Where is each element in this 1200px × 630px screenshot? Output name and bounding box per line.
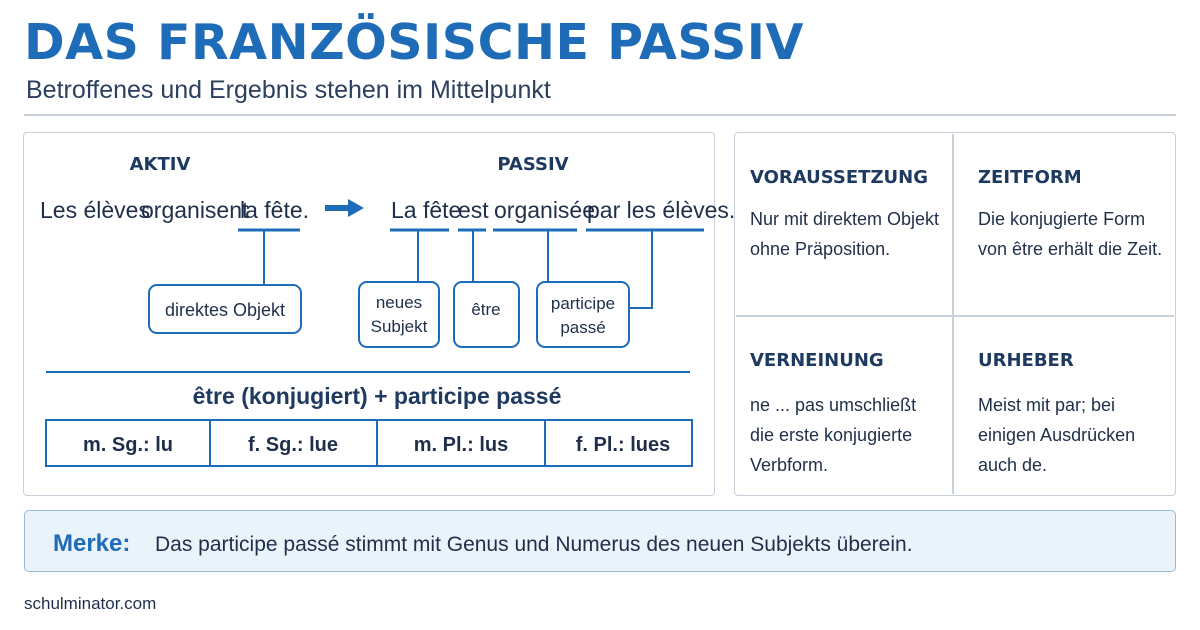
formula-text: être (konjugiert) + participe passé <box>192 383 562 409</box>
info-text-voraussetzung: Nur mit direktem Objekt ohne Präposition. <box>750 209 940 259</box>
merke-text: Das participe passé stimmt mit Genus und Numerus des neuen Subjekts überein. <box>155 533 913 556</box>
agreement-cell-m-sg: m. Sg.: lu <box>83 434 173 456</box>
merke-label: Merke: <box>53 530 131 557</box>
info-grid-vertical-divider <box>952 134 954 494</box>
new-subject-label-line2: Subjekt <box>370 317 428 336</box>
passive-diagram <box>0 0 736 500</box>
info-text-zeitform: Die konjugierte Form von être erhält die Zeit. <box>978 209 1163 259</box>
participle-label-box <box>537 282 629 347</box>
new-subject-label-box <box>359 282 439 347</box>
info-heading-verneinung: VERNEINUNG <box>750 350 884 371</box>
info-heading-zeitform: ZEITFORM <box>978 167 1082 188</box>
info-heading-voraussetzung: VORAUSSETZUNG <box>750 167 928 188</box>
page-subtitle: Betroffenes und Ergebnis stehen im Mittelpunkt <box>26 76 551 104</box>
new-subject-label-line1: neues <box>375 293 423 312</box>
passive-word-participle: organisée <box>494 197 596 223</box>
agreement-cell-m-pl: m. Pl.: lus <box>413 434 509 456</box>
info-heading-urheber: URHEBER <box>978 350 1074 371</box>
direct-object-label: direktes Objekt <box>164 300 286 320</box>
passive-word-subject: La fête <box>391 197 462 223</box>
transform-arrow-icon <box>325 199 364 217</box>
page-title: DAS FRANZÖSISCHE PASSIV <box>24 14 804 71</box>
active-heading: AKTIV <box>129 154 191 175</box>
info-text-urheber: Meist mit par; bei einigen Ausdrücken auch de. <box>978 395 1136 475</box>
active-word-subject: Les élèves <box>40 197 150 223</box>
participle-label-line1: participe <box>550 294 616 313</box>
passive-heading: PASSIV <box>497 154 569 175</box>
active-word-object: la fête. <box>240 197 310 223</box>
active-word-verb: organisent <box>141 197 249 223</box>
info-grid-horizontal-divider <box>736 315 1174 317</box>
participle-label-line2: passé <box>560 318 606 337</box>
info-text-verneinung: ne ... pas umschließt die erste konjugierte Verbform. <box>750 395 917 475</box>
footer-site-name: schulminator.com <box>24 594 157 613</box>
etre-label: être <box>471 300 501 319</box>
agreement-cell-f-sg: f. Sg.: lue <box>248 434 338 456</box>
agreement-cell-f-pl: f. Pl.: lues <box>575 434 671 456</box>
passive-word-agent: par les élèves. <box>587 197 736 223</box>
passive-word-etre: est <box>458 197 489 223</box>
